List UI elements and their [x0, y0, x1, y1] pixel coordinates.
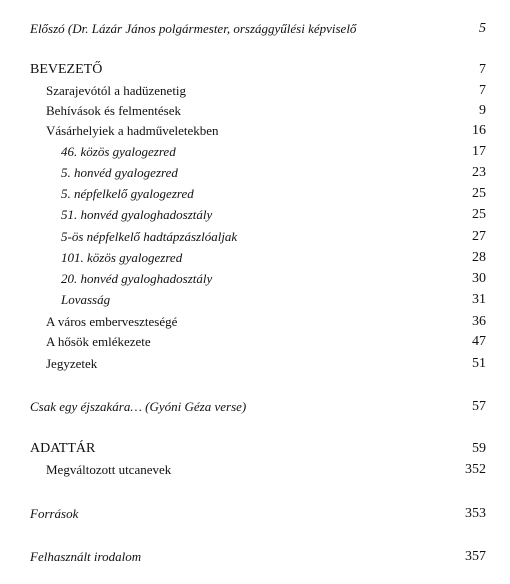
toc-entry-forrasok — [0, 504, 510, 524]
toc-entry-title: 5-ös népfelkelő hadtápzászlóaljak — [61, 229, 238, 244]
toc-section-heading: BEVEZETŐ — [30, 62, 103, 77]
toc-entry-title: 20. honvéd gyaloghadosztály — [61, 271, 213, 286]
toc-entry-page: 352 — [465, 462, 486, 477]
toc-entry-title: Csak egy éjszakára… (Gyóni Géza verse) — [30, 399, 247, 414]
toc-entry-title: Szarajevótól a hadüzenetig — [46, 83, 187, 98]
toc-entry-page: 7 — [479, 83, 486, 98]
toc-entry-lovassag — [0, 290, 510, 310]
toc-entry-irodalom — [0, 547, 510, 567]
toc-entry-title: Előszó (Dr. Lázár János polgármester, országgyűlési képviselő — [30, 21, 357, 36]
toc-entry-page: 25 — [472, 186, 486, 201]
toc-entry-bevezeto — [0, 60, 510, 80]
toc-entry-emberveszteseg — [0, 312, 510, 332]
toc-entry-page: 36 — [472, 314, 486, 329]
toc-entry-jegyzetek — [0, 354, 510, 374]
toc-entry-title: 5. honvéd gyalogezred — [61, 165, 178, 180]
toc-section-heading: ADATTÁR — [30, 441, 96, 456]
toc-entry-page: 27 — [472, 229, 486, 244]
toc-entry-5-nepfelkelo — [0, 184, 510, 204]
toc-entry-page: 25 — [472, 207, 486, 222]
toc-entry-title: A hősök emlékezete — [46, 334, 151, 349]
toc-entry-page: 51 — [472, 356, 486, 371]
toc-entry-page: 16 — [472, 123, 486, 138]
toc-entry-page: 9 — [479, 103, 486, 118]
toc-entry-page: 7 — [479, 62, 486, 77]
toc-entry-title: A város emberveszteségé — [46, 314, 178, 329]
toc-entry-page: 59 — [472, 441, 486, 456]
toc-entry-page: 28 — [472, 250, 486, 265]
toc-entry-101-kozos — [0, 248, 510, 268]
toc-entry-page: 31 — [472, 292, 486, 307]
toc-entry-title: 51. honvéd gyaloghadosztály — [61, 207, 213, 222]
toc-entry-page: 357 — [465, 549, 486, 564]
toc-entry-utcanevek — [0, 460, 510, 480]
toc-entry-page: 353 — [465, 506, 486, 521]
toc-entry-20-honved — [0, 269, 510, 289]
toc-entry-title: Lovasság — [61, 292, 111, 307]
toc-entry-title: Források — [30, 506, 79, 521]
toc-entry-title: Vásárhelyiek a hadműveletekben — [46, 123, 219, 138]
toc-entry-szarajevo — [0, 81, 510, 101]
toc-entry-hosok — [0, 332, 510, 352]
toc-entry-title: 5. népfelkelő gyalogezred — [61, 186, 194, 201]
toc-entry-adattar — [0, 439, 510, 459]
toc-entry-page: 47 — [472, 334, 486, 349]
toc-entry-page: 30 — [472, 271, 486, 286]
toc-entry-page: 23 — [472, 165, 486, 180]
toc-entry-page: 57 — [472, 399, 486, 414]
toc-entry-title: Behívások és felmentések — [46, 103, 182, 118]
toc-entry-title: 46. közös gyalogezred — [61, 144, 176, 159]
toc-entry-title: Felhasznált irodalom — [30, 549, 142, 564]
toc-entry-vasarhelyiek — [0, 121, 510, 141]
toc-entry-46-kozos — [0, 142, 510, 162]
toc-entry-5os-nepfelkelo — [0, 227, 510, 247]
toc-entry-title: Megváltozott utcanevek — [46, 462, 172, 477]
toc-entry-eloszo — [0, 19, 510, 39]
toc-entry-page: 5 — [479, 21, 486, 36]
toc-entry-51-honved — [0, 205, 510, 225]
toc-entry-title: Jegyzetek — [46, 356, 98, 371]
toc-entry-5-honved — [0, 163, 510, 183]
toc-entry-title: 101. közös gyalogezred — [61, 250, 183, 265]
toc-entry-page: 17 — [472, 144, 486, 159]
toc-entry-csak-egy — [0, 397, 510, 417]
toc-entry-behivasok — [0, 101, 510, 121]
